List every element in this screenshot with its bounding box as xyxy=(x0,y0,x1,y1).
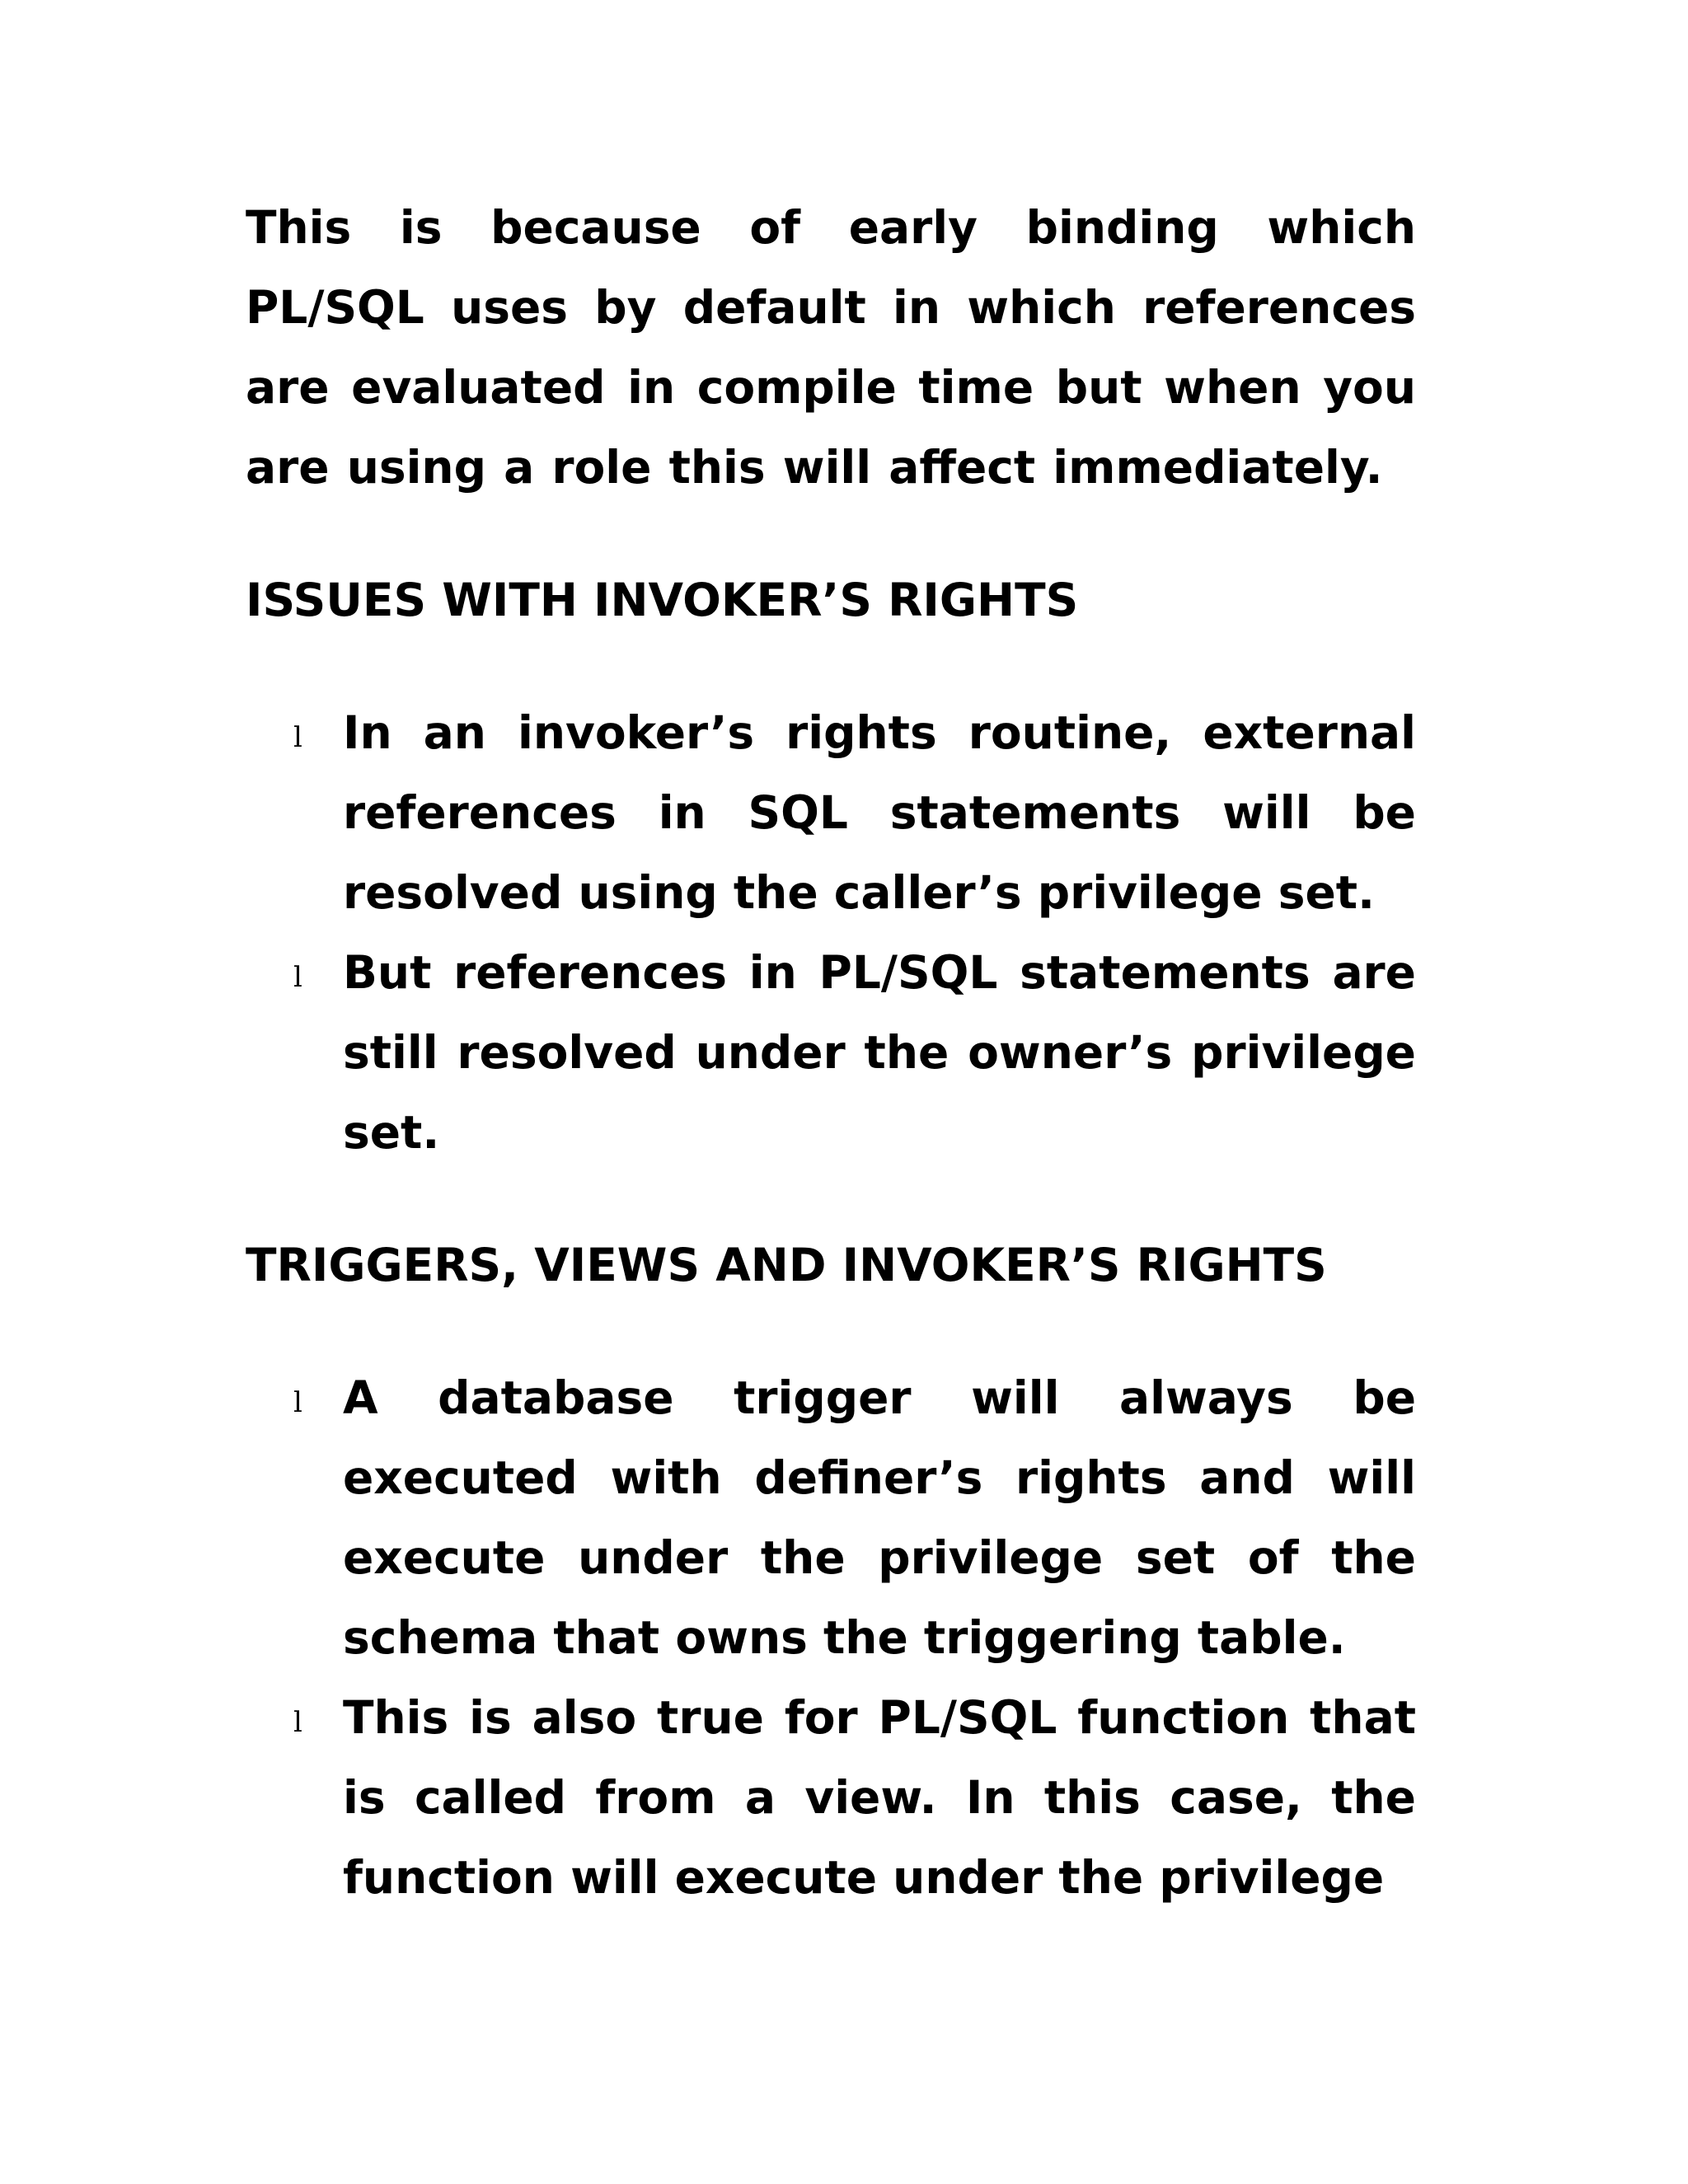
list-item xyxy=(246,1678,1416,1918)
document-page xyxy=(246,188,1416,1918)
bullet-icon: l xyxy=(293,721,302,754)
intro-paragraph: This is because of early binding which PL/SQL uses by default in which references are evaluated in compile time but when you are using a role this will affect immediately. xyxy=(246,201,1416,494)
spacer xyxy=(246,1305,1416,1358)
list-item xyxy=(246,693,1416,933)
spacer xyxy=(246,508,1416,560)
list-item-text: But references in PL/SQL statements are still resolved under the owner’s privilege set. xyxy=(343,946,1416,1159)
spacer xyxy=(246,1173,1416,1226)
list-item xyxy=(246,933,1416,1173)
bullet-icon: l xyxy=(293,1706,302,1739)
section-heading-issues: ISSUES WITH INVOKER’S RIGHTS xyxy=(246,574,1079,626)
list-item-text: In an invoker’s rights routine, external references in SQL statements will be resolved using the caller’s privilege set. xyxy=(343,706,1416,919)
section-heading-triggers-views: TRIGGERS, VIEWS AND INVOKER’S RIGHTS xyxy=(246,1239,1327,1291)
issues-bullet-list xyxy=(246,693,1416,1173)
spacer xyxy=(246,640,1416,693)
list-item xyxy=(246,1358,1416,1678)
list-item-text: This is also true for PL/SQL function that is called from a view. In this case, the function will execute under the privilege xyxy=(343,1691,1416,1904)
list-item-text: A database trigger will always be executed with definer’s rights and will execute under the privilege set of the schema that owns the triggering table. xyxy=(343,1371,1416,1664)
bullet-icon: l xyxy=(293,961,302,994)
triggers-bullet-list xyxy=(246,1358,1416,1918)
bullet-icon: l xyxy=(293,1386,302,1419)
